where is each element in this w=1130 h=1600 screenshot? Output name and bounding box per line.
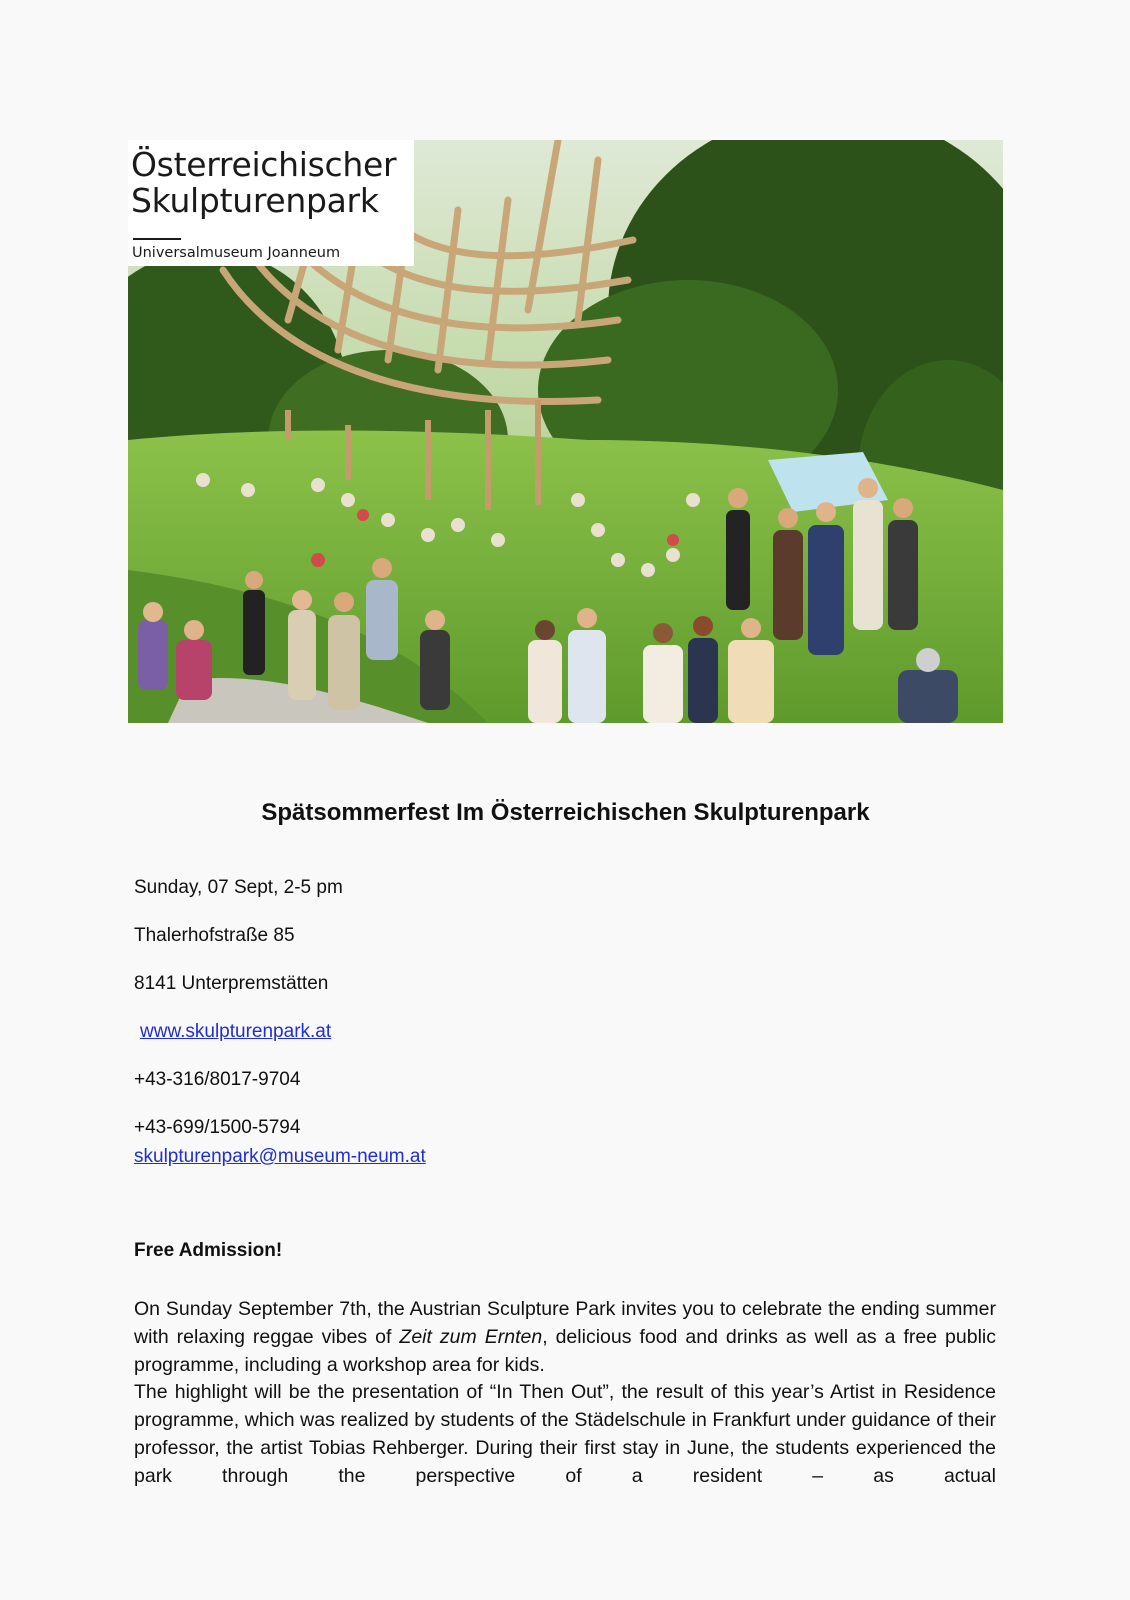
logo-subtitle: Universalmuseum Joanneum (132, 245, 341, 261)
museum-logo (128, 140, 414, 266)
website-link[interactable]: www.skulpturenpark.at (140, 1021, 332, 1042)
event-date-time: Sunday, 07 Sept, 2-5 pm (134, 877, 343, 898)
event-description (134, 1296, 996, 1491)
event-city: 8141 Unterpremstätten (134, 973, 329, 994)
phone-number-1: +43-316/8017-9704 (134, 1069, 301, 1090)
event-title: Spätsommerfest Im Österreichischen Skulpturenpark (261, 799, 870, 826)
logo-name-line1: Österreichischer (131, 145, 397, 184)
paragraph-1-text-end: , delicious food and drinks as well as a free public programme, including a workshop area for kids. (134, 1325, 997, 1376)
description-paragraph-1 (134, 1296, 996, 1379)
description-paragraph-2: The highlight will be the presentation of “In Then Out”, the result of this year’s Artist in Residence programme, which was realized by students of the Städelschule in Frankfurt under guidance of their professor, the artist Tobias Rehberger. During their first stay in June, the students experienced the park through the perspective of a resident – as actual (134, 1381, 996, 1487)
phone-number-2: +43-699/1500-5794 (134, 1117, 301, 1138)
free-admission-heading: Free Admission! (134, 1240, 283, 1261)
logo-divider (133, 238, 181, 240)
paragraph-1-text-start: On Sunday September 7th, the Austrian Sculpture Park invites you to celebrate the ending summer with relaxing reggae vibes of (134, 1298, 996, 1348)
logo-name-line2: Skulpturenpark (131, 181, 379, 220)
event-street: Thalerhofstraße 85 (134, 925, 295, 946)
band-name: Zeit zum Ernten (399, 1325, 543, 1348)
email-link[interactable]: skulpturenpark@museum-neum.at (134, 1146, 426, 1167)
